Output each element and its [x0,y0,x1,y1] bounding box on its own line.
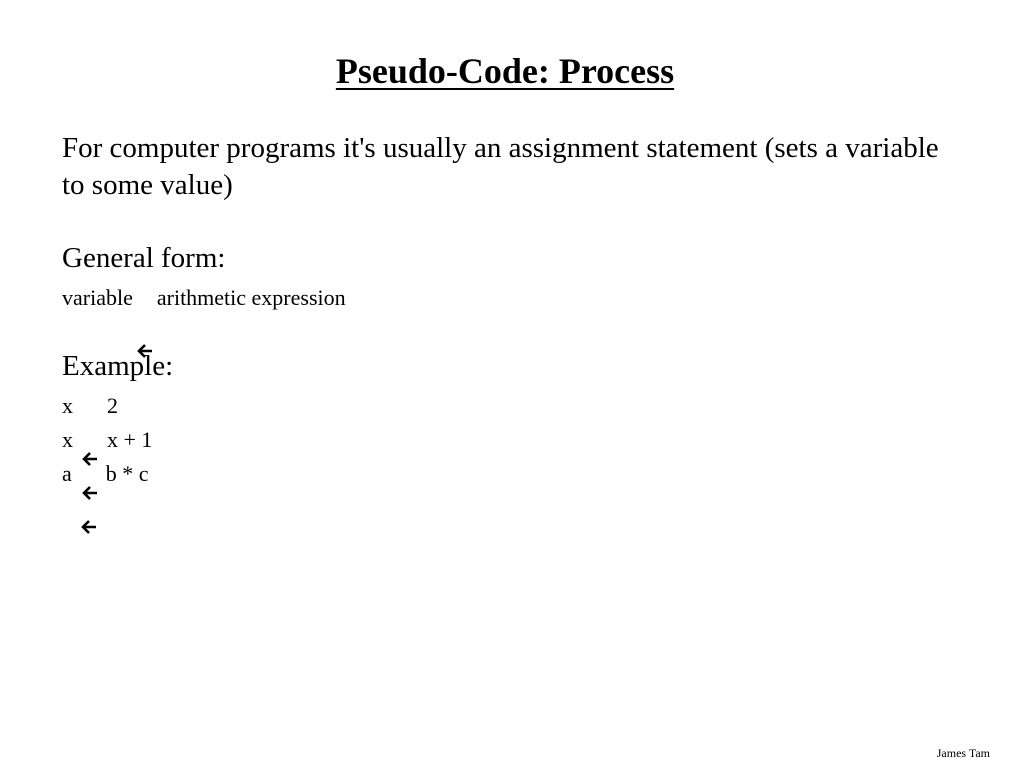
general-form-rhs: arithmetic expression [156,285,346,310]
left-arrow-icon [136,291,154,307]
example-line-lhs: x [62,393,73,418]
general-form-lhs: variable [62,285,133,310]
example-heading: Example: [62,350,174,382]
left-arrow-icon [80,467,98,483]
example-line [62,427,152,453]
left-arrow-icon [81,433,99,449]
example-line-lhs: x [62,427,73,452]
left-arrow-icon [81,399,99,415]
slide-title-text: Pseudo-Code: Process [335,51,675,91]
example-line-rhs: b * c [105,461,149,486]
example-line-rhs: 2 [107,393,118,418]
example-line-rhs: x + 1 [107,427,153,452]
example-line-lhs: a [62,461,72,486]
footer-author: James Tam [936,746,990,760]
general-form-line [62,285,346,311]
intro-paragraph: For computer programs it's usually an assignment statement (sets a variable to some value) [62,132,939,201]
slide-title [0,50,1010,92]
example-line [62,393,118,419]
general-form-heading: General form: [62,242,226,274]
example-line [62,461,149,487]
